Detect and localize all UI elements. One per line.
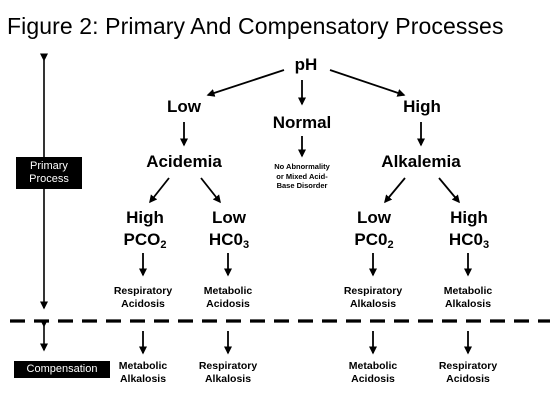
normal-note: No Abnormality or Mixed Acid- Base Disorder	[274, 162, 330, 190]
compensation-respiratory-alkalosis: Respiratory Alkalosis	[198, 360, 258, 385]
node-low-pc02: Low $PC0_2$	[354, 208, 394, 251]
compensation-metabolic-acidosis: Metabolic Acidosis	[348, 360, 398, 385]
arrow-ph-high	[330, 70, 404, 95]
node-high: High	[403, 97, 441, 116]
node-normal: Normal	[272, 113, 332, 132]
node-high-hc03: High $HC0_3$	[448, 208, 490, 251]
arrow-acidemia-highpco2	[150, 178, 169, 202]
arrow-alkalemia-lowpc02	[385, 178, 405, 202]
outcome-metabolic-acidosis: Metabolic Acidosis	[203, 285, 253, 310]
outcome-respiratory-alkalosis: Respiratory Alkalosis	[343, 285, 403, 310]
compensation-label: Compensation	[14, 361, 110, 378]
node-acidemia: Acidemia	[146, 152, 222, 171]
node-alkalemia: Alkalemia	[381, 152, 461, 171]
primary-process-label: Primary Process	[16, 157, 82, 189]
compensation-respiratory-acidosis: Respiratory Acidosis	[438, 360, 498, 385]
node-ph: pH	[294, 55, 318, 74]
arrow-ph-low	[208, 70, 284, 95]
node-low-hco3: Low $HC0_3$	[208, 208, 250, 251]
compensation-metabolic-alkalosis: Metabolic Alkalosis	[118, 360, 168, 385]
arrow-acidemia-lowhco3	[201, 178, 220, 202]
figure-title: Figure 2: Primary And Compensatory Processes	[7, 13, 504, 39]
outcome-respiratory-acidosis: Respiratory Acidosis	[113, 285, 173, 310]
arrow-alkalemia-highhc03	[439, 178, 459, 202]
outcome-metabolic-alkalosis: Metabolic Alkalosis	[443, 285, 493, 310]
node-high-pco2: High $PCO_2$	[123, 208, 167, 251]
node-low: Low	[167, 97, 201, 116]
